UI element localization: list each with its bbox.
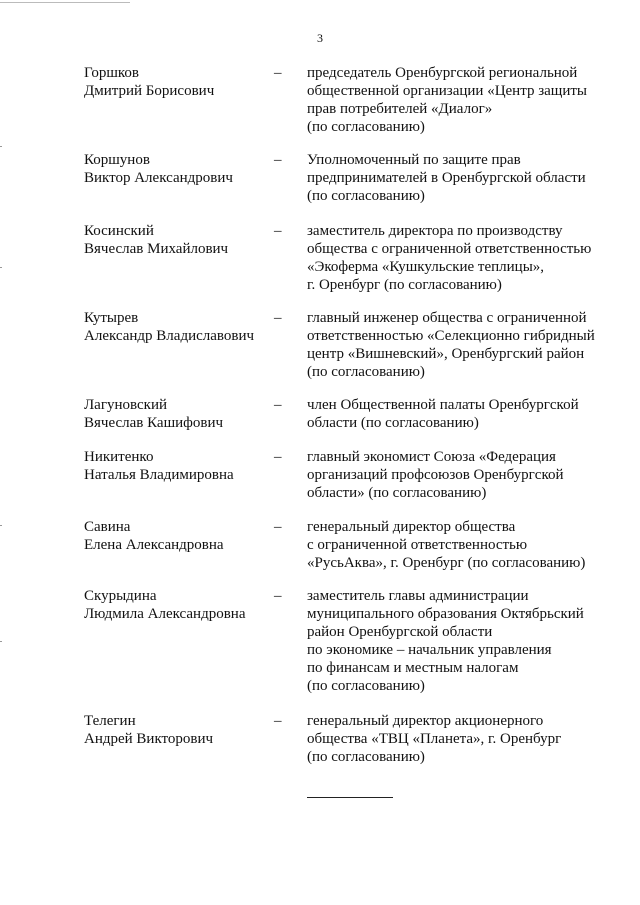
position-line: генеральный директор общества [307, 519, 516, 535]
position-line: организаций профсоюзов Оренбургской [307, 467, 564, 483]
member-given-names: Людмила Александровна [84, 606, 246, 622]
position-line: главный инженер общества с ограниченной [307, 310, 587, 326]
position-line: муниципального образования Октябрьский [307, 606, 584, 622]
position-line: (по согласованию) [307, 119, 425, 135]
position-line: центр «Вишневский», Оренбургский район [307, 346, 585, 362]
dash-separator: – [274, 65, 282, 81]
position-line: общественной организации «Центр защиты [307, 83, 587, 99]
dash-separator: – [274, 713, 282, 729]
member-surname: Кутырев [84, 310, 139, 326]
member-position [307, 518, 627, 572]
member-given-names: Вячеслав Кашифович [84, 415, 224, 431]
member-given-names: Андрей Викторович [84, 731, 214, 747]
member-given-names: Елена Александровна [84, 537, 224, 553]
dash-separator: – [274, 588, 282, 604]
member-surname: Савина [84, 519, 131, 535]
member-name [84, 309, 274, 345]
position-line: ответственностью «Селекционно гибридный [307, 328, 595, 344]
position-line: «РусьАква», г. Оренбург (по согласованию) [307, 555, 586, 571]
member-surname: Косинский [84, 223, 154, 239]
position-line: области» (по согласованию) [307, 485, 487, 501]
member-given-names: Наталья Владимировна [84, 467, 234, 483]
position-line: (по согласованию) [307, 364, 425, 380]
member-name [84, 151, 274, 187]
member-surname: Горшков [84, 65, 140, 81]
position-line: общества с ограниченной ответственностью [307, 241, 592, 257]
position-line: (по согласованию) [307, 678, 425, 694]
position-line: (по согласованию) [307, 188, 425, 204]
end-of-list-rule [307, 797, 393, 798]
member-position [307, 64, 627, 136]
member-given-names: Виктор Александрович [84, 170, 233, 186]
dash-separator: – [274, 519, 282, 535]
member-surname: Коршунов [84, 152, 150, 168]
member-position [307, 396, 627, 432]
member-position [307, 309, 627, 381]
scan-margin-mark [0, 525, 2, 526]
member-position [307, 448, 627, 502]
position-line: главный экономист Союза «Федерация [307, 449, 556, 465]
scan-edge-line [0, 2, 130, 3]
position-line: «Экоферма «Кушкульские теплицы», [307, 259, 545, 275]
position-line: (по согласованию) [307, 749, 425, 765]
member-given-names: Дмитрий Борисович [84, 83, 215, 99]
member-given-names: Александр Владиславович [84, 328, 255, 344]
member-surname: Лагуновский [84, 397, 168, 413]
member-name [84, 222, 274, 258]
member-position [307, 712, 627, 766]
scan-margin-mark [0, 641, 2, 642]
position-line: г. Оренбург (по согласованию) [307, 277, 502, 293]
member-name [84, 396, 274, 432]
position-line: район Оренбургской области [307, 624, 493, 640]
dash-separator: – [274, 223, 282, 239]
position-line: заместитель главы администрации [307, 588, 529, 604]
dash-separator: – [274, 397, 282, 413]
member-name [84, 64, 274, 100]
dash-separator: – [274, 449, 282, 465]
scan-margin-mark [0, 267, 2, 268]
member-given-names: Вячеслав Михайлович [84, 241, 229, 257]
member-name [84, 448, 274, 484]
member-surname: Телегин [84, 713, 136, 729]
position-line: по экономике – начальник управления [307, 642, 552, 658]
dash-separator: – [274, 310, 282, 326]
position-line: заместитель директора по производству [307, 223, 563, 239]
member-position [307, 587, 627, 695]
position-line: член Общественной палаты Оренбургской [307, 397, 579, 413]
position-line: председатель Оренбургской региональной [307, 65, 578, 81]
member-name [84, 518, 274, 554]
member-surname: Никитенко [84, 449, 154, 465]
scan-margin-mark [0, 146, 2, 147]
position-line: по финансам и местным налогам [307, 660, 519, 676]
member-position [307, 222, 627, 294]
position-line: области (по согласованию) [307, 415, 479, 431]
page-number: 3 [317, 31, 323, 45]
position-line: с ограниченной ответственностью [307, 537, 528, 553]
position-line: общества «ТВЦ «Планета», г. Оренбург [307, 731, 562, 747]
member-position [307, 151, 627, 205]
member-name [84, 587, 274, 623]
position-line: прав потребителей «Диалог» [307, 101, 493, 117]
position-line: предпринимателей в Оренбургской области [307, 170, 586, 186]
member-name [84, 712, 274, 748]
member-surname: Скурыдина [84, 588, 157, 604]
dash-separator: – [274, 152, 282, 168]
position-line: Уполномоченный по защите прав [307, 152, 521, 168]
position-line: генеральный директор акционерного [307, 713, 544, 729]
